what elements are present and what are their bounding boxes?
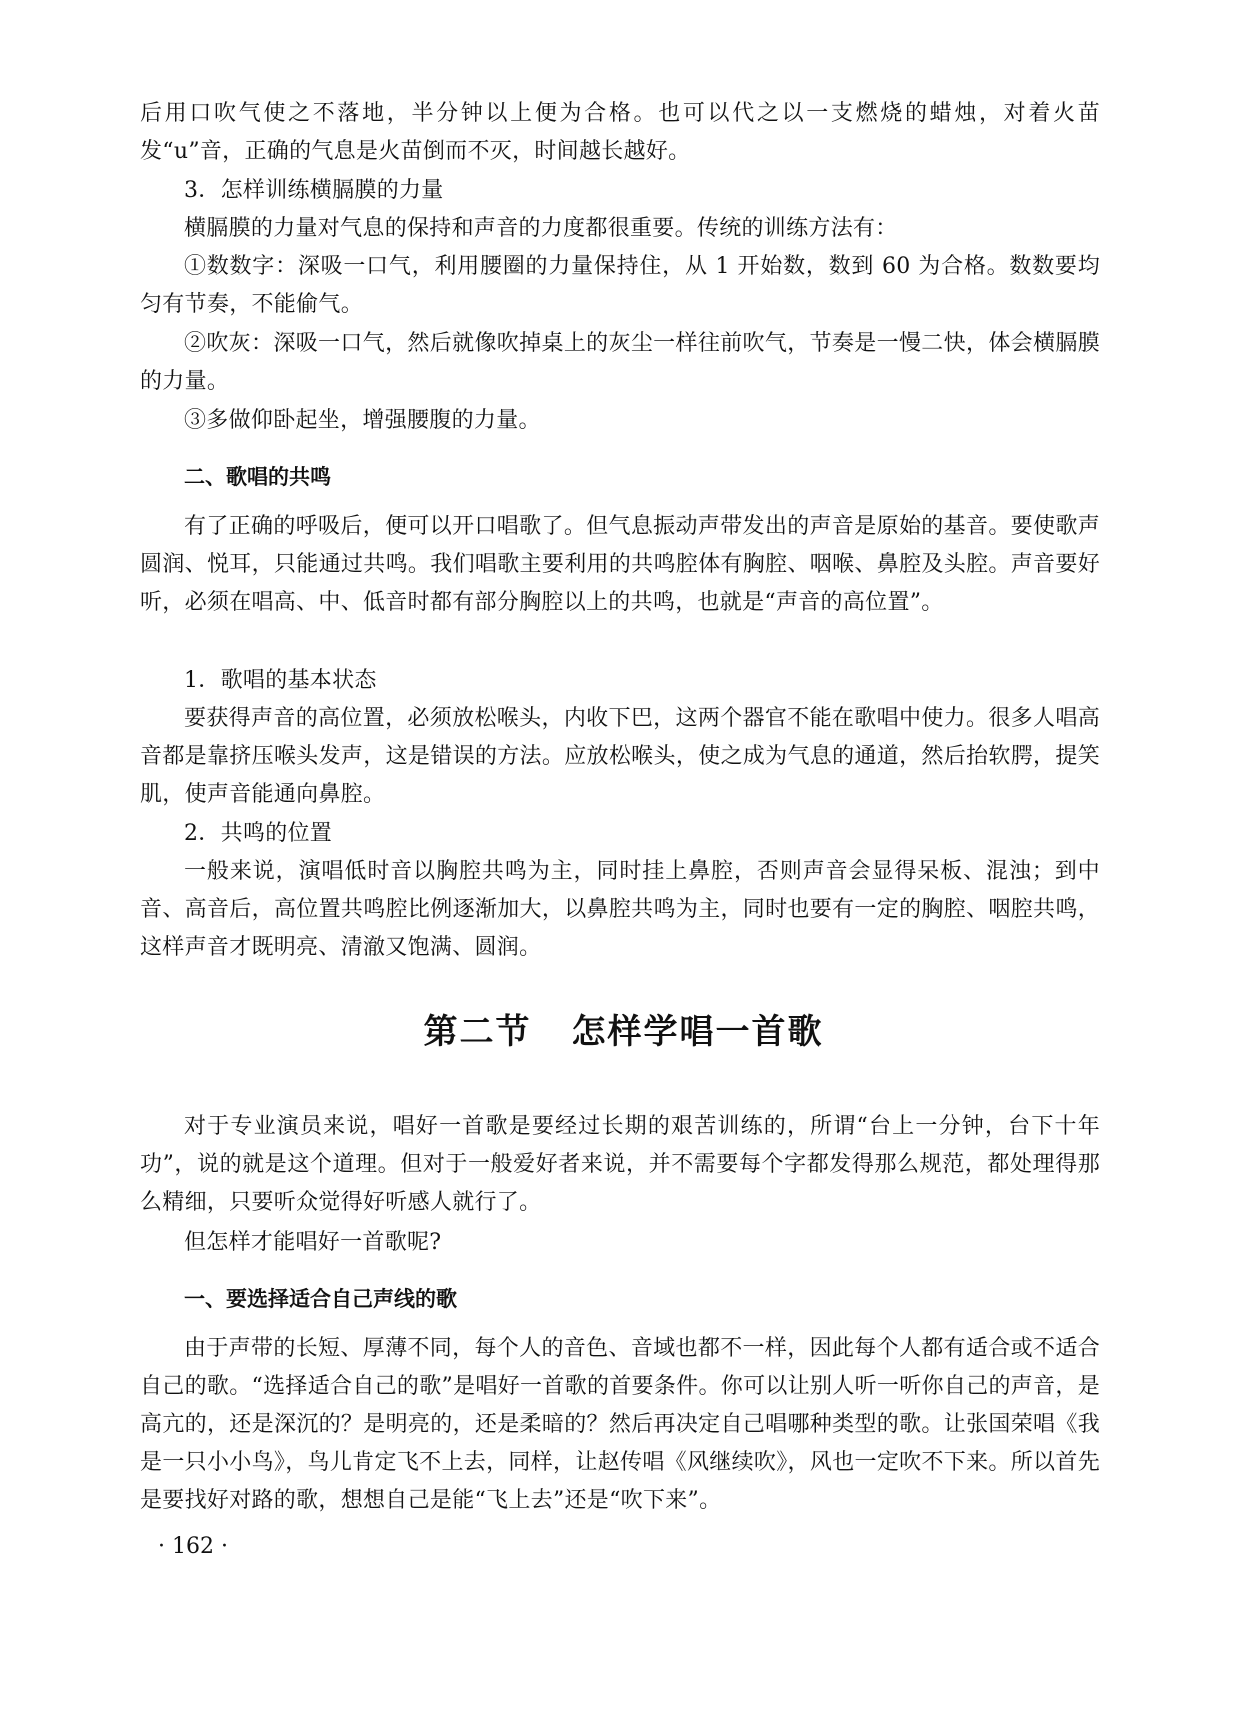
heading-resonance: 二、歌唱的共鸣 <box>184 465 331 489</box>
heading-choose-song: 一、要选择适合自己声线的歌 <box>184 1287 457 1311</box>
paragraph-basic-state: 要获得声音的高位置，必须放松喉头，内收下巴，这两个器官不能在歌唱中使力。很多人唱高音都是靠挤压喉头发声，这是错误的方法。应放松喉头，使之成为气息的通道，然后抬软腭，提笑肌，使声音能通向鼻腔。 <box>140 706 1100 807</box>
subheading-resonance-position: 2．共鸣的位置 <box>184 821 333 846</box>
paragraph-choose-song: 由于声带的长短、厚薄不同，每个人的音色、音域也都不一样，因此每个人都有适合或不适合自己的歌。“选择适合自己的歌”是唱好一首歌的首要条件。你可以让别人听一听你自己的声音，是高亢的，还是深沉的？是明亮的，还是柔暗的？然后再决定自己唱哪种类型的歌。让张国荣唱《我是一只小小鸟》，鸟儿肯定飞不上去，同样，让赵传唱《风继续吹》，风也一定吹不下来。所以首先是要找好对路的歌，想想自己是能“飞上去”还是“吹下来”。 <box>140 1336 1100 1513</box>
paragraph-breath-candle: 后用口吹气使之不落地，半分钟以上便为合格。也可以代之以一支燃烧的蜡烛，对着火苗发“u”音，正确的气息是火苗倒而不灭，时间越长越好。 <box>140 101 1100 164</box>
section-title <box>0 1008 1247 1056</box>
section-name: 怎样学唱一首歌 <box>571 1012 824 1052</box>
subheading-basic-state: 1．歌唱的基本状态 <box>184 668 377 693</box>
paragraph-diaphragm-intro: 横膈膜的力量对气息的保持和声音的力度都很重要。传统的训练方法有： <box>184 216 898 241</box>
paragraph-situps: ③多做仰卧起坐，增强腰腹的力量。 <box>184 408 541 433</box>
paragraph-professional-singers: 对于专业演员来说，唱好一首歌是要经过长期的艰苦训练的，所谓“台上一分钟，台下十年功”，说的就是这个道理。但对于一般爱好者来说，并不需要每个字都发得那么规范，都处理得那么精细，只要听众觉得好听感人就行了。 <box>140 1114 1100 1215</box>
paragraph-question: 但怎样才能唱好一首歌呢? <box>184 1230 442 1255</box>
paragraph-blowing-exercise: ②吹灰：深吸一口气，然后就像吹掉桌上的灰尘一样往前吹气，节奏是一慢二快，体会横膈膜的力量。 <box>140 331 1100 394</box>
paragraph-resonance-position: 一般来说，演唱低时音以胸腔共鸣为主，同时挂上鼻腔，否则声音会显得呆板、混浊；到中音、高音后，高位置共鸣腔比例逐渐加大，以鼻腔共鸣为主，同时也要有一定的胸腔、咽腔共鸣，这样声音才既明亮、清澈又饱满、圆润。 <box>140 859 1100 960</box>
paragraph-resonance-intro: 有了正确的呼吸后，便可以开口唱歌了。但气息振动声带发出的声音是原始的基音。要使歌声圆润、悦耳，只能通过共鸣。我们唱歌主要利用的共鸣腔体有胸腔、咽喉、鼻腔及头腔。声音要好听，必须在唱高、中、低音时都有部分胸腔以上的共鸣，也就是“声音的高位置”。 <box>140 514 1100 615</box>
paragraph-counting-exercise: ①数数字：深吸一口气，利用腰圈的力量保持住，从 1 开始数，数到 60 为合格。数数要均匀有节奏，不能偷气。 <box>140 254 1100 317</box>
section-number: 第二节 <box>423 1012 532 1052</box>
subheading-diaphragm-training: 3．怎样训练横膈膜的力量 <box>184 178 444 203</box>
page-number: · 162 · <box>158 1534 228 1559</box>
